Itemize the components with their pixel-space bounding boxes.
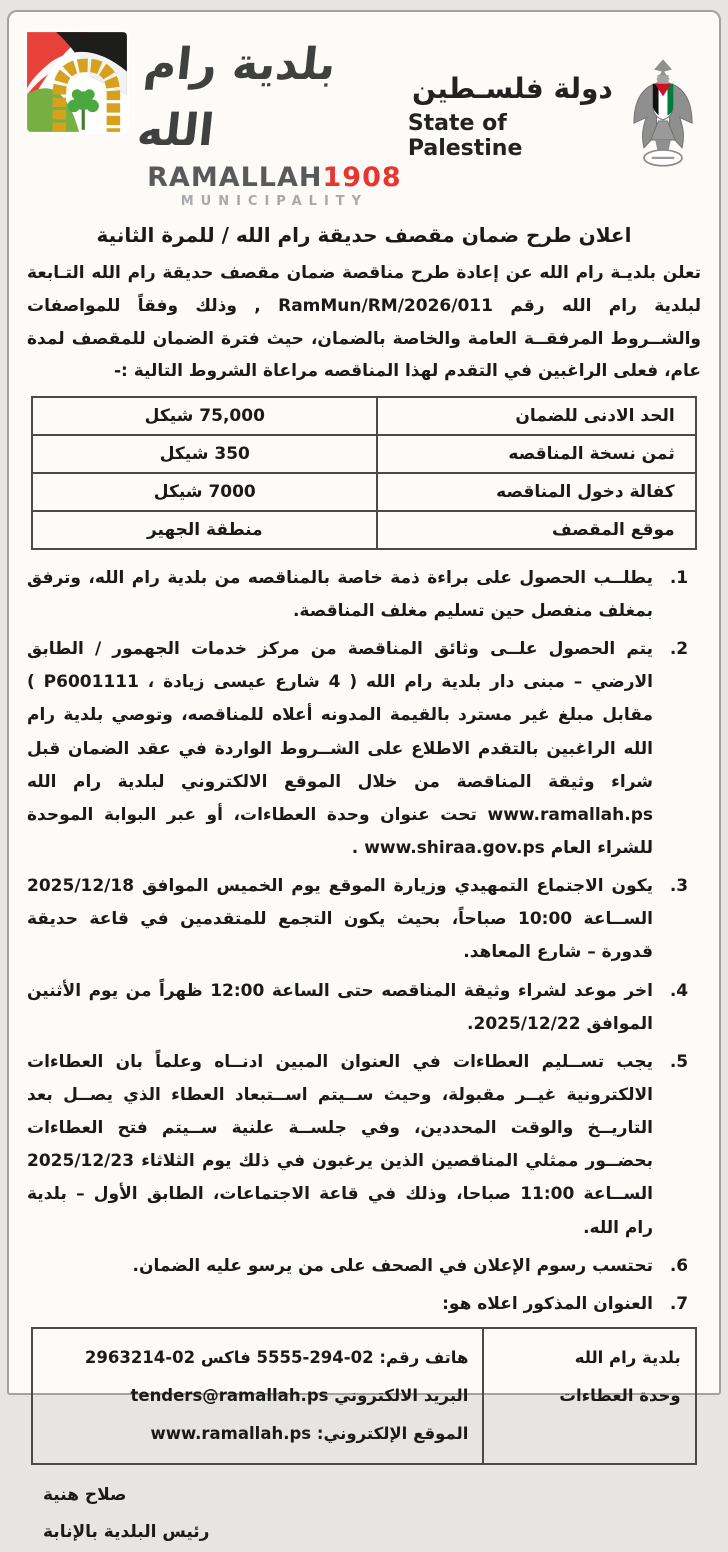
ramallah-name: RAMALLAH [147,162,323,193]
condition-item-2 [23,633,705,865]
condition-number: .4 [669,980,689,1001]
condition-text: يتم الحصول علــى وثائق المناقصة من مركز خدمات الجهمور / الطابق الارضي – مبنى دار بلدية رام الله ( 4 شارع عيسى زيادة ، P6001111 ) مقابل مبلغ غير مسترد بالقيمة المدونه أعلاه للمناقصه، وتوصي بلدية رام الله الراغبين بالتقدم الاطلاع على الشــروط الواردة في عقد الضمان قبل شراء وثيقة المناقصة من خلال الموقع الالكتروني لبلدية رام الله www.ramallah.ps تحت عنوان وحدة العطاءات، أو عبر البوابة الموحدة للشراء العام www.shiraa.gov.ps . [27,639,653,858]
condition-item-4 [23,975,705,1041]
condition-item-6 [23,1250,705,1283]
info-value: 75,000 شيكل [32,397,377,435]
tender-info-table [31,396,696,550]
condition-number: .5 [669,1051,689,1072]
condition-item-7 [23,1288,705,1321]
condition-item-1 [23,562,705,628]
intro-paragraph: تعلن بلديـة رام الله عن إعادة طرح مناقصة ضمان مقصف حديقة رام الله التـابعة لبلدية رام الله رقم RamMun/RM/2026/011 , وذلك وفقاً للمواصفات والشــروط المرفقــة العامة والخاصة بالضمان، حيث فترة الضمان للمقصف لمدة عام، فعلى الراغبين في التقدم لهذا المناقصه مراعاة الشروط التالية :- [27,263,701,382]
state-of-palestine-block [408,56,699,172]
condition-text: يطلــب الحصول على براءة ذمة خاصة بالمناقصه من بلدية رام الله، وترفق بمغلف منفصل حين تسليم مغلف المناقصة. [27,567,653,621]
contact-email: البريد الالكتروني tenders@ramallah.ps [130,1385,469,1405]
contact-details-cell [32,1328,483,1464]
ramallah-calligraphy: بلدية رام الله [134,39,339,156]
info-label: موقع المقصف [377,511,695,549]
condition-number: .7 [669,1293,689,1314]
ramallah-wordmark [147,164,402,192]
info-label: ثمن نسخة المناقصه [377,435,695,473]
info-label: الحد الادنى للضمان [377,397,695,435]
municipality-label: MUNICIPALITY [180,194,369,210]
condition-text: اخر موعد لشراء وثيقة المناقصه حتى الساعة 12:00 ظهراً من يوم الأثنين الموافق 2025/12/22. [27,980,653,1034]
signatory-title: رئيس البلدية بالإنابة [43,1522,210,1543]
conditions-list [21,560,707,1321]
info-row-copy-price [32,435,695,473]
condition-text: يكون الاجتماع التمهيدي وزيارة الموقع يوم الخميس الموافق 2025/12/18 الســاعة 10:00 صباحاً، بحيث يكون التجمع للمتقدمين في قاعة حديقة قدورة – شارع المعاهد. [27,876,653,963]
info-value: 7000 شيكل [32,473,377,511]
signatory-name: صلاح هنية [43,1484,127,1505]
info-row-location [32,511,695,549]
contact-org-name: بلدية رام الله [574,1347,681,1367]
ramallah-municipality-logo-icon [25,30,129,138]
announcement-title: اعلان طرح ضمان مقصف حديقة رام الله / للمرة الثانية [96,223,632,248]
condition-number: .6 [669,1255,689,1276]
contact-phone-fax: هاتف رقم: 02-294-5555 فاكس 02-2963214 [84,1347,469,1367]
ramallah-year: 1908 [322,162,402,193]
condition-item-3 [23,870,705,969]
condition-number: .2 [669,639,689,660]
info-value: 350 شيكل [32,435,377,473]
contact-org-cell [483,1328,695,1464]
info-label: كفالة دخول المناقصه [377,473,695,511]
contact-table [31,1327,696,1465]
info-row-entry-bond [32,473,695,511]
palestine-eagle-emblem-icon [627,56,699,172]
ramallah-municipality-brand [25,30,408,209]
brand-text [134,32,408,210]
signature-block [21,1467,707,1552]
condition-item-5 [23,1046,705,1245]
contact-website: الموقع الإلكتروني: www.ramallah.ps [150,1423,469,1443]
condition-text: العنوان المذكور اعلاه هو: [442,1293,653,1314]
info-value: منطقة الجهير [32,511,377,549]
condition-text: يجب تســليم العطاءات في العنوان المبين ادنــاه وعلماً بان العطاءات الالكترونية غيــر مقبولة، وحيث ســيتم اســتبعاد العطاء الذي يصــل بعد التاريــخ والوقت المحددين، وفي جلســة علنية ســيتم فتح العطاءات بحضــور ممثلي المناقصين الذين يرغبون في ذلك يوم الثلاثاء 2025/12/23 الســاعة 11:00 صباحا، وذلك في قاعة الاجتماعات، الطابق الأول – بلدية رام الله. [27,1051,653,1238]
condition-number: .1 [669,567,689,588]
state-name-arabic: دولة فلسـطين [412,71,613,105]
contact-org-unit: وحدة العطاءات [559,1385,681,1405]
state-name-english: State of Palestine [407,111,523,162]
condition-number: .3 [669,876,689,897]
info-row-minimum-guarantee [32,397,695,435]
condition-text: تحتسب رسوم الإعلان في الصحف على من يرسو عليه الضمان. [132,1255,653,1276]
announcement-page [7,10,721,1543]
header [21,18,707,209]
